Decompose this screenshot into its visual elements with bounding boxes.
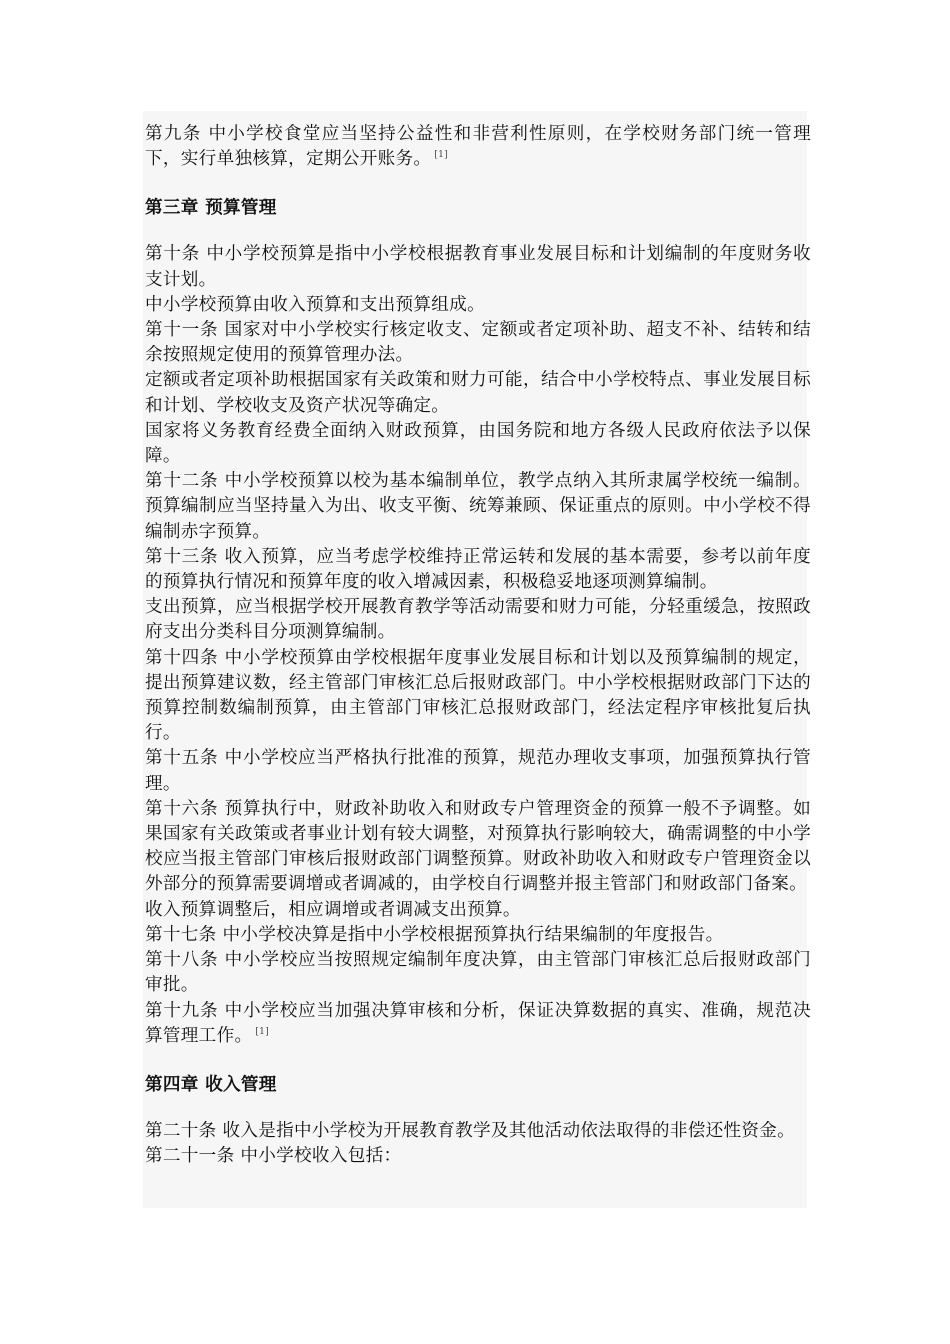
paragraph: 第十二条 中小学校预算以校为基本编制单位，教学点纳入其所隶属学校统一编制。预算编制应当坚持量入为出、收支平衡、统筹兼顾、保证重点的原则。中小学校不得编制赤字预算。 bbox=[145, 471, 811, 542]
citation-ref[interactable]: [1] bbox=[255, 1026, 270, 1037]
paragraph: 第二十条 收入是指中小学校为开展教育教学及其他活动依法取得的非偿还性资金。 bbox=[145, 1120, 796, 1141]
paragraph: 第十四条 中小学校预算由学校根据年度事业发展目标和计划以及预算编制的规定，提出预算建议数，经主管部门审核汇总后报财政部门。中小学校根据财政部门下达的预算控制数编制预算，由主管部门审核汇总报财政部门，经法定程序审核批复后执行。 bbox=[145, 647, 811, 744]
paragraph: 定额或者定项补助根据国家有关政策和财力可能，结合中小学校特点、事业发展目标和计划、学校收支及资产状况等确定。 bbox=[145, 370, 811, 416]
paragraph: 第十一条 国家对中小学校实行核定收支、定额或者定项补助、超支不补、结转和结余按照规定使用的预算管理办法。 bbox=[145, 320, 811, 366]
chapter-heading: 第四章 收入管理 bbox=[145, 1074, 277, 1095]
paragraph: 中小学校预算由收入预算和支出预算组成。 bbox=[145, 294, 485, 315]
paragraph: 第十七条 中小学校决算是指中小学校根据预算执行结果编制的年度报告。 bbox=[145, 924, 724, 945]
citation-ref[interactable]: [1] bbox=[434, 150, 448, 161]
chapter-heading: 第三章 预算管理 bbox=[145, 198, 277, 219]
paragraph: 第十五条 中小学校应当严格执行批准的预算，规范办理收支事项，加强预算执行管理。 bbox=[145, 748, 811, 794]
paragraph: 国家将义务教育经费全面纳入财政预算，由国务院和地方各级人民政府依法予以保障。 bbox=[145, 420, 811, 467]
paragraph: 支出预算，应当根据学校开展教育教学等活动需要和财力可能，分轻重缓急，按照政府支出分类科目分项测算编制。 bbox=[145, 597, 811, 643]
paragraph: 第九条 中小学校食堂应当坚持公益性和非营利性原则，在学校财务部门统一管理下，实行单独核算，定期公开账务。 [1] bbox=[145, 124, 811, 170]
paragraph: 第十九条 中小学校应当加强决算审核和分析，保证决算数据的真实、准确，规范决算管理工作。 [1] bbox=[145, 1000, 811, 1046]
document-body bbox=[145, 122, 811, 1169]
paragraph: 第二十一条 中小学校收入包括： bbox=[145, 1146, 402, 1167]
paragraph: 第十条 中小学校预算是指中小学校根据教育事业发展目标和计划编制的年度财务收支计划。 bbox=[145, 244, 811, 290]
paragraph: 收入预算调整后，相应调增或者调减支出预算。 bbox=[145, 899, 521, 920]
paragraph: 第十六条 预算执行中，财政补助收入和财政专户管理资金的预算一般不予调整。如果国家有关政策或者事业计划有较大调整，对预算执行影响较大，确需调整的中小学校应当报主管部门审核后报财政部门调整预算。财政补助收入和财政专户管理资金以外部分的预算需要调增或者调减的，由学校自行调整并报主管部门和财政部门备案。 bbox=[145, 798, 811, 895]
paragraph: 第十八条 中小学校应当按照规定编制年度决算，由主管部门审核汇总后报财政部门审批。 bbox=[145, 950, 811, 996]
paragraph: 第十三条 收入预算，应当考虑学校维持正常运转和发展的基本需要，参考以前年度的预算执行情况和预算年度的收入增减因素，积极稳妥地逐项测算编制。 bbox=[145, 546, 811, 593]
